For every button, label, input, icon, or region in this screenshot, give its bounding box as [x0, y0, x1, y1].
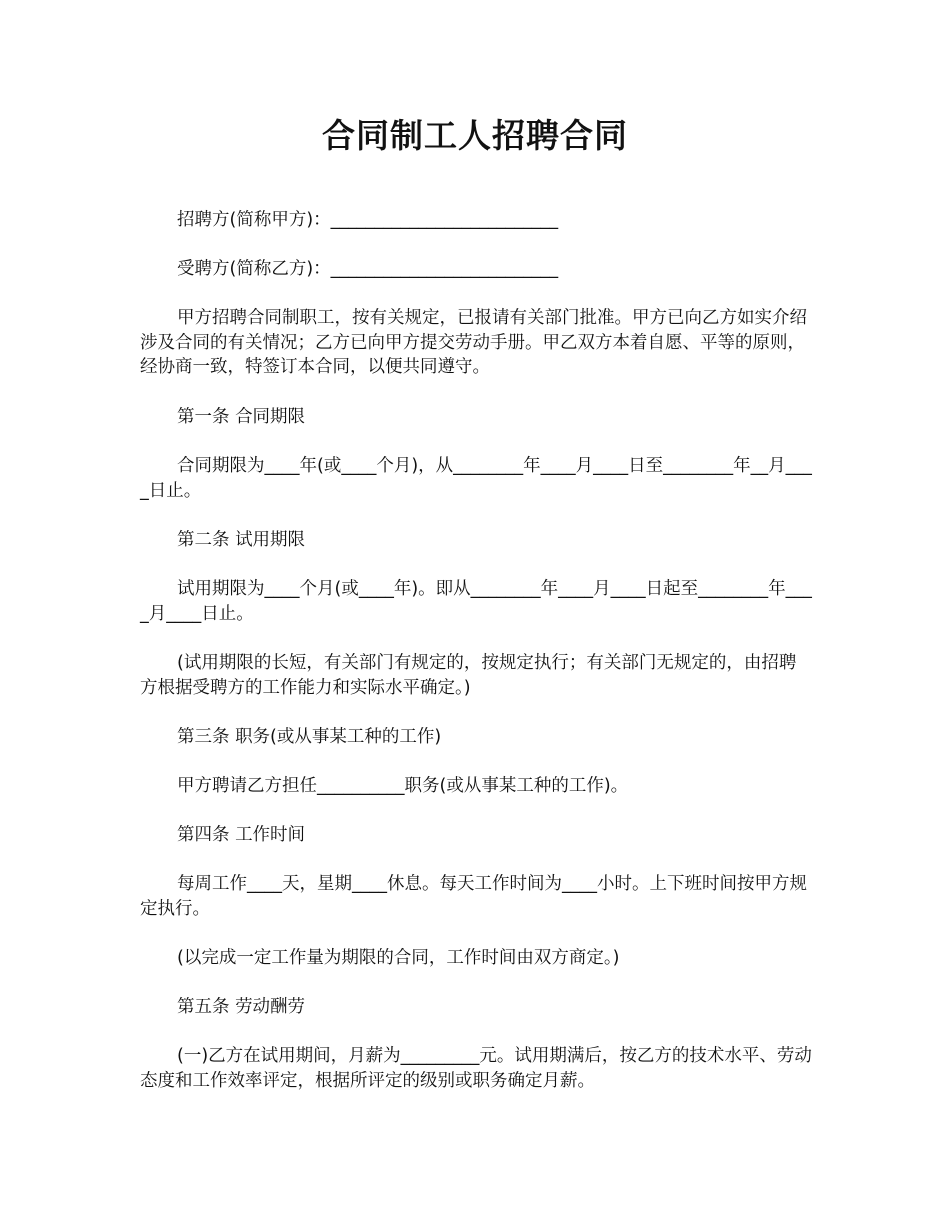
article-4-note: (以完成一定工作量为期限的合同，工作时间由双方商定。) — [177, 948, 620, 968]
employee-line: 受聘方(简称乙方)：__________________________ — [177, 259, 559, 279]
article-4-heading: 第四条 工作时间 — [177, 825, 306, 845]
document-title: 合同制工人招聘合同 — [322, 116, 628, 155]
article-2-note: (试用期限的长短，有关部门有规定的，按规定执行；有关部门无规定的，由招聘方根据受聘方的工作能力和实际水平确定。) — [140, 653, 797, 698]
article-5-heading: 第五条 劳动酬劳 — [177, 997, 306, 1017]
article-3-heading: 第三条 职务(或从事某工种的工作) — [177, 727, 442, 747]
article-1-heading: 第一条 合同期限 — [177, 407, 306, 427]
article-5-body: (一)乙方在试用期间，月薪为_________元。试用期满后，按乙方的技术水平、劳动态度和工作效率评定，根据所评定的级别或职务确定月薪。 — [140, 1046, 812, 1091]
article-2-heading: 第二条 试用期限 — [177, 530, 306, 550]
article-3-body: 甲方聘请乙方担任__________职务(或从事某工种的工作)。 — [177, 776, 629, 796]
article-2-body: 试用期限为____个月(或____年)。即从________年____月____日起至________年____月____日止。 — [140, 579, 812, 624]
article-1-body: 合同期限为____年(或____个月)，从________年____月____日至________年__月____日止。 — [140, 456, 812, 501]
article-4-body: 每周工作____天，星期____休息。每天工作时间为____小时。上下班时间按甲方规定执行。 — [140, 874, 807, 919]
preamble-paragraph: 甲方招聘合同制职工，按有关规定，已报请有关部门批准。甲方已向乙方如实介绍涉及合同的有关情况；乙方已向甲方提交劳动手册。甲乙双方本着自愿、平等的原则，经协商一致，特签订本合同，以便共同遵守。 — [140, 308, 807, 377]
employer-line: 招聘方(简称甲方)：__________________________ — [177, 210, 559, 230]
